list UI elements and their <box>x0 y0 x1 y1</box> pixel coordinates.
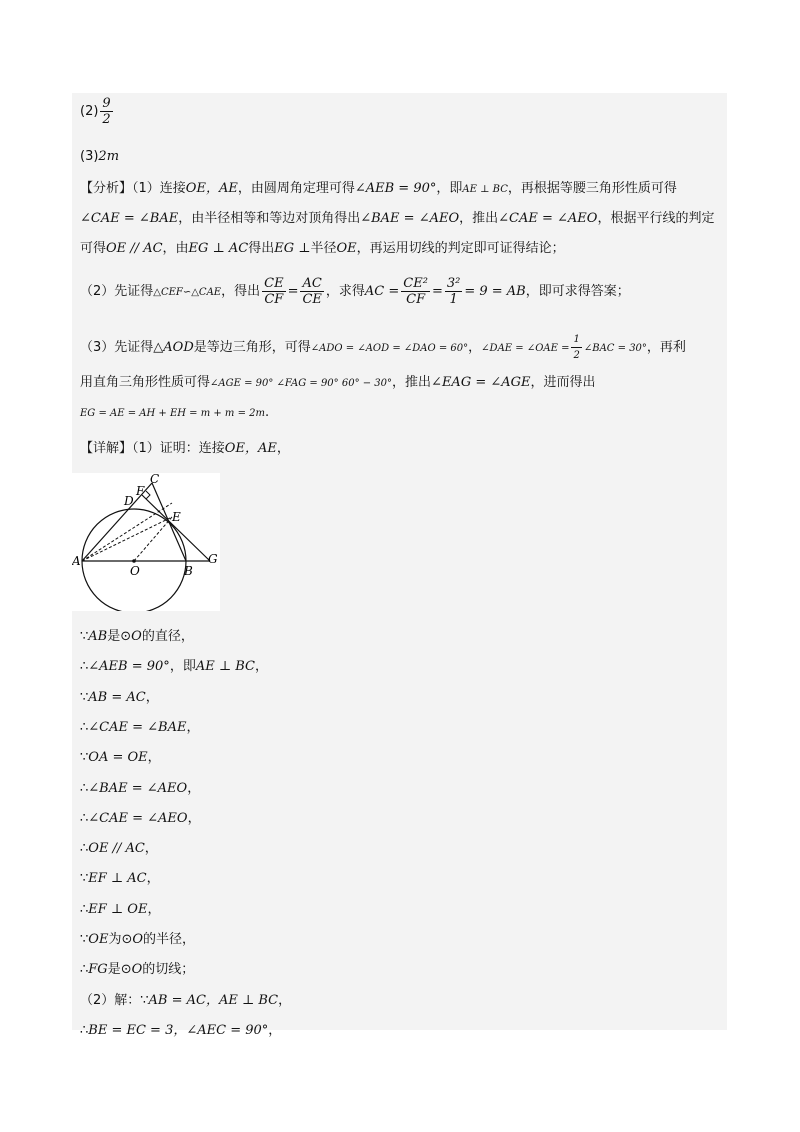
proof-step <box>80 931 195 949</box>
text: ， <box>254 659 268 675</box>
right-angle-mark <box>146 491 150 499</box>
math: OE // AC <box>88 841 145 857</box>
proof-step <box>80 719 200 737</box>
denominator: CF <box>406 292 426 307</box>
denominator: 2 <box>573 350 580 361</box>
answer-part-2 <box>80 96 115 127</box>
denominator: 1 <box>449 292 458 307</box>
proof-symbol: ∴ <box>80 810 89 826</box>
math: AB = AC，AE ⊥ BC <box>148 992 279 1008</box>
text: 为⊙ <box>108 932 133 947</box>
label-a: A <box>72 554 81 568</box>
proof-step <box>80 870 160 888</box>
text: ，再利 <box>646 340 686 355</box>
math: AB <box>88 629 108 644</box>
text: ，推出 <box>392 375 432 390</box>
text: ， <box>145 689 159 705</box>
math: OE，AE <box>185 181 238 196</box>
math: EF ⊥ AC <box>88 871 147 887</box>
text: ，由 <box>162 241 189 256</box>
text: ， <box>268 1022 282 1038</box>
proof-step <box>80 658 268 676</box>
text: 可得 <box>80 241 107 256</box>
analysis-heading: 【分析】 <box>80 181 133 196</box>
math: ∠CAE = ∠BAE <box>88 719 187 735</box>
text: ， <box>187 810 201 826</box>
proof-step <box>80 780 200 798</box>
text: ，再根据等腰三角形性质可得 <box>507 181 677 196</box>
proof-symbol: ∵ <box>80 871 89 887</box>
analysis-line-3 <box>80 240 565 258</box>
line-fg <box>142 495 210 561</box>
text: （2）先证得 <box>80 284 154 299</box>
numerator: 9 <box>102 96 111 111</box>
numerator: AC <box>300 276 323 292</box>
math: OE <box>336 241 357 256</box>
proof-step <box>80 628 194 646</box>
math: ∠DAE = ∠OAE = <box>481 343 570 354</box>
label-g: G <box>208 552 218 566</box>
proof-symbol: ∵ <box>80 750 89 766</box>
text: ， <box>146 871 160 887</box>
math: OE // AC <box>106 241 163 256</box>
proof-symbol: ∴ <box>80 1022 89 1038</box>
label-e: E <box>172 510 181 524</box>
fraction <box>100 96 112 127</box>
text: ，得出 <box>221 284 261 299</box>
text: ，再运用切线的判定即可证得结论； <box>356 241 565 256</box>
text: ， <box>276 441 290 456</box>
math: = 9 = AB <box>464 284 526 299</box>
text: 得出 <box>248 241 275 256</box>
math: AE ⊥ BC <box>462 184 508 195</box>
denominator: 2 <box>102 112 111 127</box>
denominator: CE <box>302 292 322 307</box>
label-f: F <box>136 484 145 498</box>
text: 是⊙ <box>107 629 132 644</box>
math: ∠CAE = ∠AEO <box>88 810 188 826</box>
numerator: CE² <box>403 276 428 291</box>
math: △AOD <box>153 340 194 355</box>
math: OE，AE <box>224 441 277 456</box>
math: EF ⊥ OE <box>88 901 148 917</box>
fraction <box>445 276 462 307</box>
analysis-line-5 <box>80 332 686 363</box>
math: ∠AEB = 90° <box>88 659 170 675</box>
math: ∠BAE = ∠AEO <box>360 211 460 226</box>
math: EG ⊥ AC <box>188 241 249 256</box>
text: 是⊙ <box>107 962 132 978</box>
math: EG = AE = AH + EH = m + m = 2m <box>80 408 265 419</box>
proof-symbol: ∴ <box>80 841 89 857</box>
proof-step <box>80 961 194 979</box>
label-d: D <box>124 494 134 508</box>
answer-value: 2m <box>98 149 120 164</box>
text: ， <box>186 719 200 735</box>
text: ，进而得出 <box>530 375 596 390</box>
text: （3）先证得 <box>80 340 154 355</box>
text: ，根据平行线的判定 <box>597 211 715 226</box>
geometry-figure <box>72 473 220 611</box>
math: = <box>431 284 443 299</box>
text: ，由圆周角定理可得 <box>237 181 355 196</box>
text: ， <box>468 340 482 355</box>
text: 的切线； <box>142 962 195 978</box>
text: ，即 <box>436 181 463 196</box>
math: ∠CAE = ∠AEO <box>498 211 598 226</box>
proof-step <box>80 810 201 828</box>
text: ， <box>144 841 158 857</box>
math: O <box>131 629 142 644</box>
text: ，即 <box>169 659 196 675</box>
text: （1）证明：连接 <box>132 441 225 456</box>
math: OA = OE <box>88 750 148 766</box>
line-oe <box>134 517 172 561</box>
numerator: 1 <box>571 332 581 348</box>
math: O <box>131 962 143 978</box>
proof-step <box>80 1022 281 1040</box>
proof-step <box>80 840 158 858</box>
fraction <box>262 276 285 307</box>
numerator: 3² <box>446 276 461 291</box>
text: ，推出 <box>459 211 499 226</box>
proof-symbol: ∴ <box>80 962 89 978</box>
math: ∠ADO = ∠AOD = ∠DAO = 60° <box>310 343 469 354</box>
math: ∠AGE = 90° ∠FAG = 90° 60° − 30° <box>210 378 393 389</box>
answer-label: (3) <box>80 149 99 164</box>
proof-step <box>80 689 159 707</box>
text: ，由半径相等和等边对顶角得出 <box>178 211 361 226</box>
text: （1）连接 <box>132 181 186 196</box>
proof-symbol: ∵ <box>80 689 89 705</box>
math: ∠CAE = ∠BAE <box>80 211 179 226</box>
label-o: O <box>130 564 140 578</box>
answer-part-3 <box>80 148 119 166</box>
text: ，即可求得答案； <box>525 284 630 299</box>
analysis-line-6 <box>80 374 596 393</box>
proof-symbol: ∴ <box>80 901 89 917</box>
answer-label: (2) <box>80 104 99 119</box>
analysis-line-7 <box>80 404 269 423</box>
proof-step <box>80 992 291 1010</box>
math: BE = EC = 3，∠AEC = 90° <box>88 1022 269 1038</box>
text: ， <box>187 780 201 796</box>
math: OE <box>88 932 109 947</box>
text: . <box>265 405 270 420</box>
proof-symbol: （2）解：∵ <box>80 992 149 1008</box>
fraction <box>571 332 581 363</box>
proof-symbol: ∵ <box>80 629 89 644</box>
math: O <box>132 932 144 947</box>
proof-symbol: ∴ <box>80 780 89 796</box>
text: ，求得 <box>325 284 365 299</box>
center-point <box>132 559 136 563</box>
figure-svg <box>72 473 220 611</box>
proof-symbol: ∵ <box>80 932 89 947</box>
proof-symbol: ∴ <box>80 659 89 675</box>
math: EG ⊥ <box>274 241 311 256</box>
text: 的直径， <box>141 629 194 644</box>
numerator: CE <box>264 276 284 291</box>
proof-step <box>80 901 160 919</box>
math: ∠EAG = ∠AGE <box>431 375 531 390</box>
label-c: C <box>150 473 160 486</box>
proof-symbol: ∴ <box>80 719 89 735</box>
math: AB = AC <box>88 689 146 705</box>
math: AE ⊥ BC <box>195 659 255 675</box>
math: = <box>287 284 299 299</box>
analysis-line-4 <box>80 276 630 307</box>
analysis-line-2 <box>80 210 714 228</box>
analysis-line-1 <box>80 180 677 199</box>
text: 的半径， <box>143 932 196 947</box>
fraction <box>401 276 430 307</box>
line-ae <box>82 517 172 561</box>
text: 用直角三角形性质可得 <box>80 375 211 390</box>
math: FG <box>88 962 108 978</box>
proof-step <box>80 749 161 767</box>
text: ， <box>147 750 161 766</box>
text: ， <box>147 901 161 917</box>
fraction <box>300 276 323 307</box>
math: △CEF∽△CAE <box>153 287 222 298</box>
text: 是等边三角形，可得 <box>193 340 311 355</box>
math: ∠BAC = 30° <box>583 343 647 354</box>
text: ， <box>278 992 292 1008</box>
math: ∠BAE = ∠AEO <box>88 780 188 796</box>
denominator: CF <box>264 292 284 307</box>
detail-heading: 【详解】 <box>80 441 133 456</box>
text: 半径 <box>310 241 337 256</box>
math: AC = <box>364 284 400 299</box>
detail-intro <box>80 440 290 458</box>
label-b: B <box>184 564 193 578</box>
math: ∠AEB = 90° <box>354 181 437 196</box>
